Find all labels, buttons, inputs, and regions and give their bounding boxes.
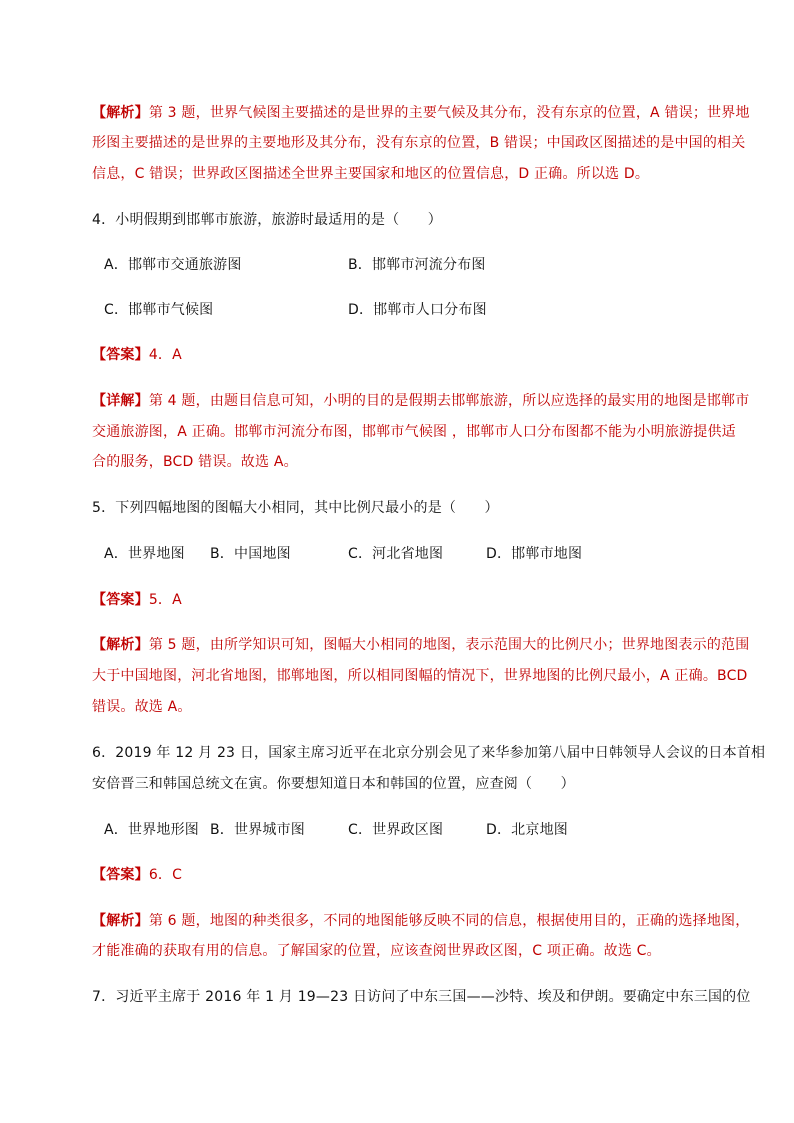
answer-tag: 【答案】	[92, 347, 149, 363]
question-4-option-d: D．邯郸市人口分布图	[348, 302, 487, 318]
analysis-3-line-2: 形图主要描述的是世界的主要地形及其分布，没有东京的位置，B 错误；中国政区图描述的是中国的相关	[92, 135, 746, 151]
question-6-stem-line-2: 安倍晋三和韩国总统文在寅。你要想知道日本和韩国的位置，应查阅（ ）	[92, 776, 575, 792]
question-5-analysis-line-2: 大于中国地图，河北省地图，邯郸地图，所以相同图幅的情况下，世界地图的比例尺最小，A 正确。BCD	[92, 668, 748, 684]
question-5-option-b: B．中国地图	[210, 546, 291, 562]
question-6-answer	[92, 866, 712, 884]
question-4-stem: 4．小明假期到邯郸市旅游，旅游时最适用的是（ ）	[92, 212, 442, 228]
detail-tag: 【详解】	[92, 393, 149, 409]
question-5-stem: 5．下列四幅地图的图幅大小相同，其中比例尺最小的是（ ）	[92, 500, 499, 516]
question-4-option-a: A．邯郸市交通旅游图	[104, 257, 242, 273]
question-6-analysis-line-1	[92, 912, 750, 930]
analysis-tag: 【解析】	[92, 637, 149, 653]
question-6-option-b: B．世界城市图	[210, 822, 306, 838]
question-5-option-a: A．世界地图	[104, 546, 185, 562]
analysis-tag: 【解析】	[92, 913, 149, 929]
question-4-option-c: C．邯郸市气候图	[104, 302, 214, 318]
answer-tag: 【答案】	[92, 867, 149, 883]
question-5-answer	[92, 591, 712, 609]
question-4-detail-line-2: 交通旅游图，A 正确。邯郸市河流分布图，邯郸市气候图 ，邯郸市人口分布图都不能为小明旅游提供适	[92, 424, 736, 440]
question-6-option-c: C．世界政区图	[348, 822, 444, 838]
analysis-text: 第 5 题，由所学知识可知，图幅大小相同的地图，表示范围大的比例尺小；世界地图表示的范围	[148, 637, 750, 653]
question-5-analysis-line-3: 错误。故选 A。	[92, 699, 192, 715]
question-6-option-d: D．北京地图	[486, 822, 568, 838]
analysis-text: 第 6 题，地图的种类很多，不同的地图能够反映不同的信息，根据使用目的，正确的选择地图，	[148, 913, 750, 929]
question-4-detail-line-1	[92, 392, 750, 410]
question-6-analysis-line-2: 才能准确的获取有用的信息。了解国家的位置，应该查阅世界政区图，C 项正确。故选 C。	[92, 943, 661, 959]
answer-tag: 【答案】	[92, 592, 149, 608]
analysis-3-line-1	[92, 104, 750, 122]
question-6-stem-line-1: 6．2019 年 12 月 23 日，国家主席习近平在北京分别会见了来华参加第八届中日韩领导人会议的日本首相	[92, 745, 766, 761]
answer-value: 5．A	[148, 592, 182, 608]
analysis-3-line-3: 信息，C 错误；世界政区图描述全世界主要国家和地区的位置信息，D 正确。所以选 D。	[92, 166, 650, 182]
analysis-text: 第 3 题，世界气候图主要描述的是世界的主要气候及其分布，没有东京的位置，A 错误；世界地	[148, 105, 750, 121]
analysis-tag: 【解析】	[92, 105, 149, 121]
question-4-answer	[92, 346, 712, 364]
detail-text: 第 4 题，由题目信息可知，小明的目的是假期去邯郸旅游，所以应选择的最实用的地图是邯郸市	[148, 393, 750, 409]
question-6-option-a: A．世界地形图	[104, 822, 199, 838]
question-5-option-d: D．邯郸市地图	[486, 546, 583, 562]
question-4-option-b: B．邯郸市河流分布图	[348, 257, 486, 273]
question-4-detail-line-3: 合的服务，BCD 错误。故选 A。	[92, 454, 298, 470]
answer-value: 6．C	[148, 867, 183, 883]
answer-value: 4．A	[148, 347, 182, 363]
question-7-stem-line-1: 7．习近平主席于 2016 年 1 月 19—23 日访问了中东三国——沙特、埃及和伊朗。要确定中东三国的位	[92, 989, 751, 1005]
question-5-option-c: C．河北省地图	[348, 546, 444, 562]
question-5-analysis-line-1	[92, 636, 750, 654]
